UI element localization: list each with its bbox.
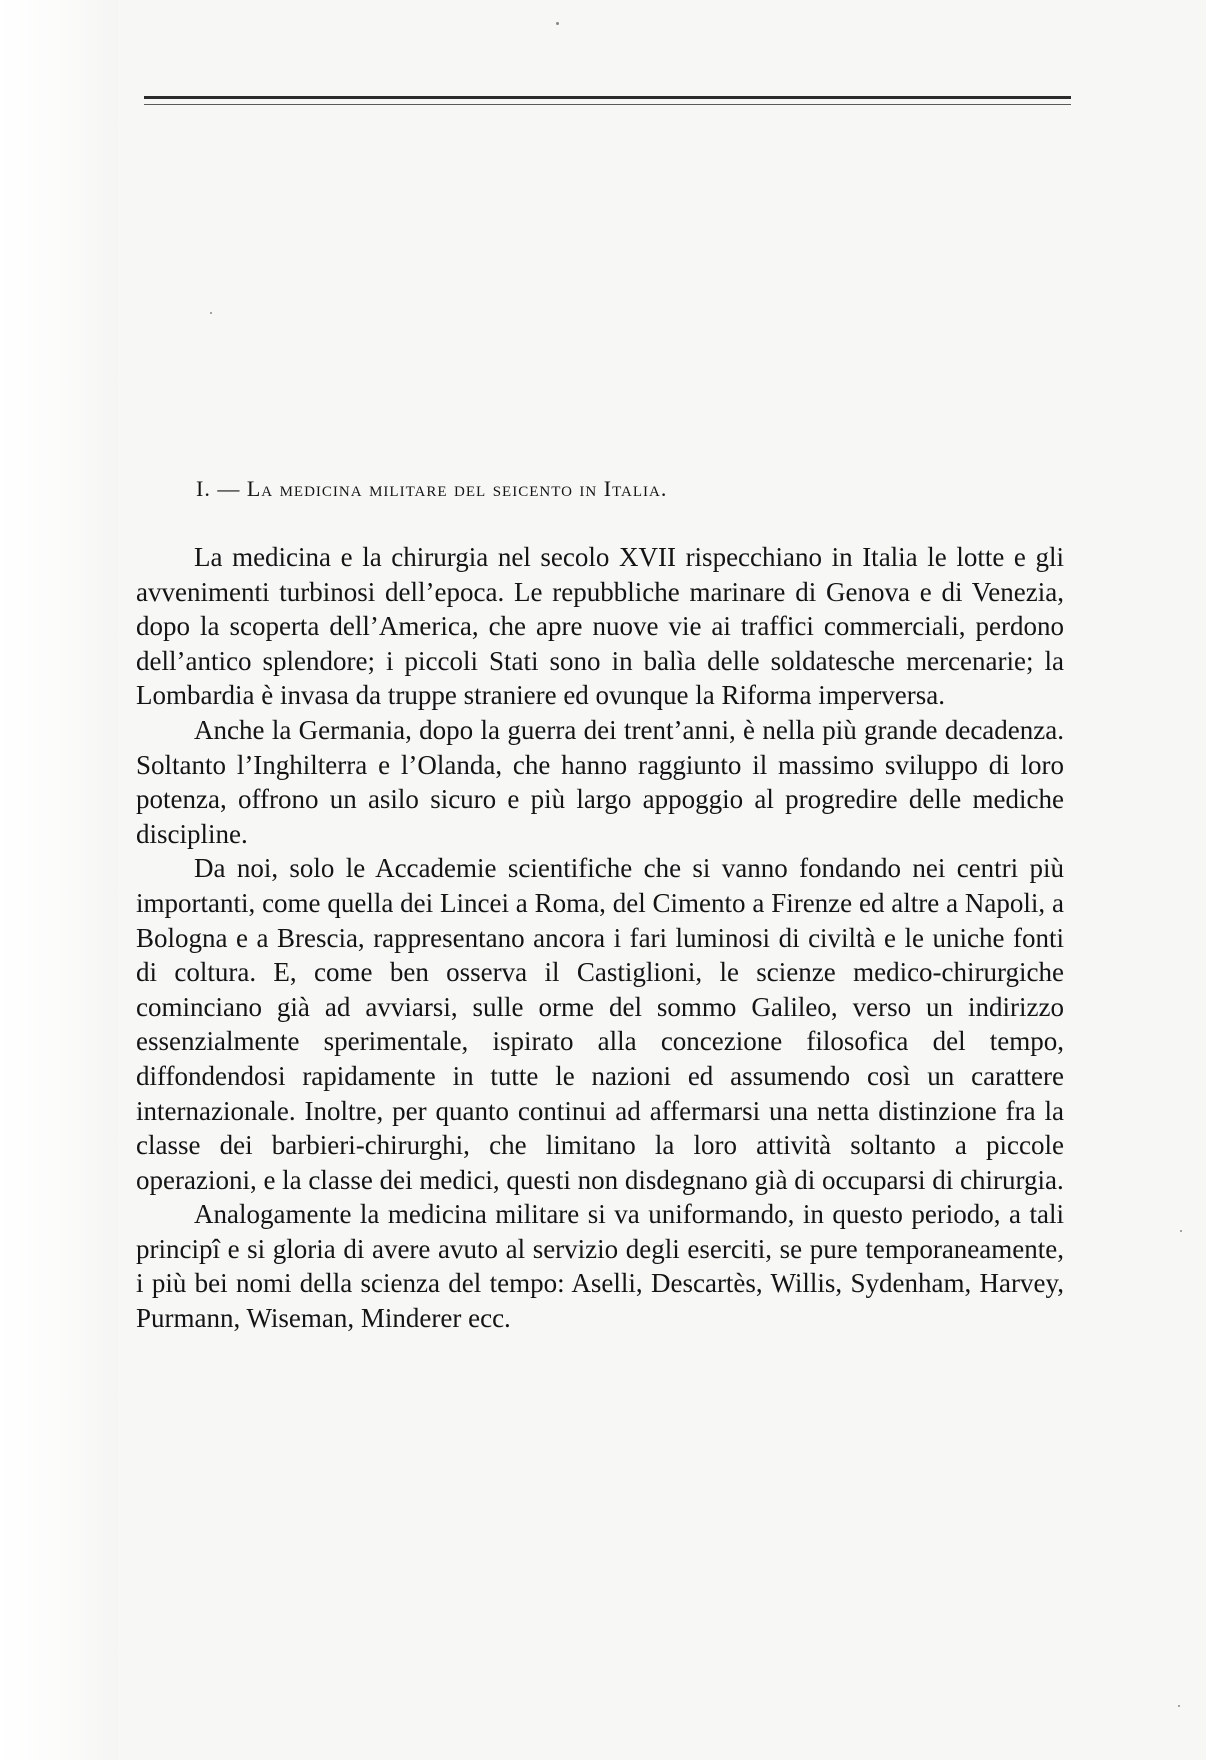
paragraph: Anche la Germania, dopo la guerra dei trent’anni, è nella più grande decadenza. Soltanto l’Inghilterra e l’Olanda, che hanno raggiunto il massimo sviluppo di loro potenza, offrono un asilo sicuro e più largo appoggio al progredire delle mediche discipline. xyxy=(136,714,1064,849)
scan-margin xyxy=(0,0,118,1760)
section-heading xyxy=(196,476,996,502)
section-number: I. xyxy=(196,476,211,501)
paragraph: Analogamente la medicina militare si va uniformando, in questo periodo, a tali principî e si gloria di avere avuto al servizio degli eserciti, se pure temporaneamente, i più bei nomi della scienza del tempo: Aselli, Descartès, Willis, Sydenham, Harvey, Purmann, Wiseman, Minderer ecc. xyxy=(136,1199,1064,1334)
header-rule-thin xyxy=(144,104,1071,105)
body-text xyxy=(136,540,1064,1336)
paragraph: La medicina e la chirurgia nel secolo XVII rispecchiano in Italia le lotte e gli avvenimenti turbinosi dell’epoca. Le repubbliche marinare di Genova e di Venezia, dopo la scoperta dell’America, che apre nuove vie ai traffici commerciali, perdono dell’antico splendore; i piccoli Stati sono in balìa delle soldatesche mercenarie; la Lombardia è invasa da truppe straniere ed ovunque la Riforma imperversa. xyxy=(136,542,1064,711)
scan-speck xyxy=(1180,1230,1182,1232)
header-rule-thick xyxy=(144,96,1071,99)
scan-speck xyxy=(210,312,212,314)
paragraph: Da noi, solo le Accademie scientifiche che si vanno fondando nei centri più importanti, come quella dei Lincei a Roma, del Cimento a Firenze ed altre a Napoli, a Bologna e a Brescia, rappresentano ancora i fari luminosi di civiltà e le uniche fonti di coltura. E, come ben osserva il Castiglioni, le scienze medico-chirurgiche cominciano già ad avviarsi, sulle orme del sommo Galileo, verso un indirizzo essenzialmente sperimentale, ispirato alla concezione filosofica del tempo, diffondendosi rapidamente in tutte le nazioni ed assumendo così un carattere internazionale. Inoltre, per quanto continui ad affermarsi una netta distinzione fra la classe dei barbieri-chirurghi, che limitano la loro attività soltanto a piccole operazioni, e la classe dei medici, questi non disdegnano già di occuparsi di chirurgia. xyxy=(136,853,1064,1195)
scan-speck xyxy=(556,22,559,25)
scan-speck xyxy=(1178,1705,1180,1707)
section-title: La medicina militare del seicento in Italia. xyxy=(246,476,668,501)
section-dash: — xyxy=(217,476,241,501)
